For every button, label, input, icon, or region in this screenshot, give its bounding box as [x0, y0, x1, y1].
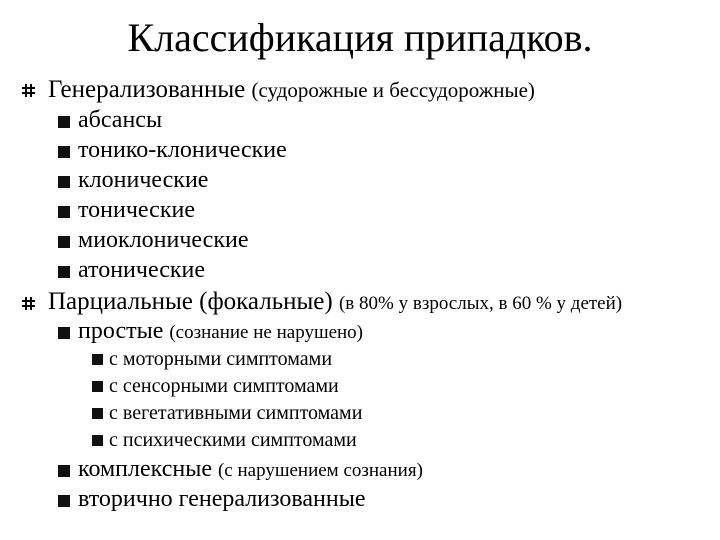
square-bullet-icon: [58, 236, 70, 248]
square-bullet-icon: [58, 146, 70, 158]
list-item-complex: [78, 454, 423, 486]
section-generalized-note: (судорожные и бессудорожные): [251, 78, 535, 102]
sub-list-item: с сенсорными симптомами: [109, 375, 339, 397]
square-bullet-icon: [92, 408, 103, 419]
list-item: клонические: [78, 167, 209, 193]
sub-list-item: с вегетативными симптомами: [109, 402, 363, 424]
square-bullet-icon: [58, 327, 70, 339]
section-partial-note: (в 80% у взрослых, в 60 % у детей): [338, 293, 623, 314]
list-item: атонические: [78, 257, 206, 283]
list-item: абсансы: [78, 107, 163, 133]
square-bullet-icon: [58, 206, 70, 218]
slide-title: Классификация припадков.: [127, 15, 593, 60]
section-bullet-icon: [22, 297, 35, 310]
square-bullet-icon: [58, 465, 70, 477]
list-item: миоклонические: [78, 227, 249, 253]
square-bullet-icon: [58, 176, 70, 188]
section-bullet-icon: [22, 84, 35, 97]
square-bullet-icon: [58, 495, 70, 507]
list-item-complex-note: (с нарушением сознания): [217, 460, 423, 481]
list-item: вторично генерализованные: [78, 486, 366, 512]
section-partial: [48, 287, 622, 319]
square-bullet-icon: [58, 116, 70, 128]
list-item-simple: [78, 316, 363, 348]
square-bullet-icon: [58, 266, 70, 278]
list-item: тонико-клонические: [78, 137, 287, 163]
square-bullet-icon: [92, 354, 103, 365]
square-bullet-icon: [92, 381, 103, 392]
square-bullet-icon: [92, 435, 103, 446]
list-item: тонические: [78, 197, 195, 223]
section-partial-text: Парциальные (фокальные): [48, 288, 333, 315]
list-item-simple-text: простые: [78, 318, 164, 344]
section-generalized: [48, 75, 535, 105]
section-generalized-text: Генерализованные: [48, 76, 246, 103]
sub-list-item: с моторными симптомами: [109, 348, 333, 370]
list-item-complex-text: комплексные: [78, 456, 212, 482]
sub-list-item: с психическими симптомами: [109, 429, 357, 451]
list-item-simple-note: (сознание не нарушено): [169, 322, 364, 343]
